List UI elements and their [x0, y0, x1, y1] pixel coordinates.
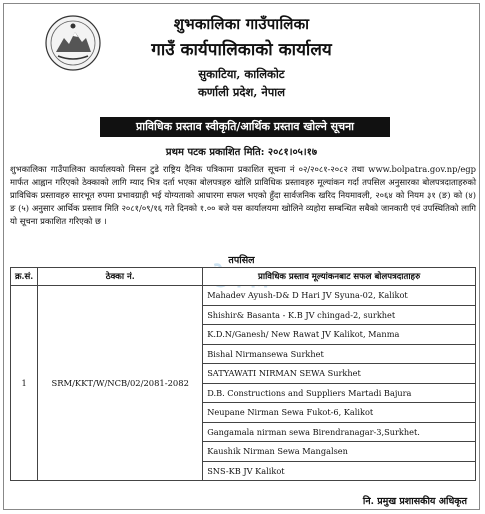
serial-cell: 1 [11, 286, 38, 481]
bidder-cell: Shishir& Basanta - K.B JV chingad-2, surkhet [203, 305, 476, 325]
notice-page [3, 3, 480, 510]
bidder-cell: Kaushik Nirman Sewa Mangalsen [203, 442, 476, 462]
bidder-cell: Bishal Nirmansewa Surkhet [203, 344, 476, 364]
notice-title-banner: प्राविधिक प्रस्ताव स्वीकृति/आर्थिक प्रस्ताव खोल्ने सूचना [100, 117, 390, 137]
signatory-title: नि. प्रमुख प्रशासकीय अधिकृत [362, 496, 467, 507]
bidder-cell: Mahadev Ayush-D& D Hari JV Syuna-02, Kalikot [203, 286, 476, 306]
address-line-1: सुकाटिया, कालिकोट [198, 67, 285, 81]
office-name: गाउँ कार्यपालिकाको कार्यालय [151, 40, 332, 60]
bidder-cell: SATYAWATI NIRMAN SEWA Surkhet [203, 364, 476, 384]
col-header-serial: क्र.सं. [11, 268, 38, 286]
bidder-cell: D.B. Constructions and Suppliers Martadi Bajura [203, 383, 476, 403]
bidder-cell: SNS-KB JV Kalikot [203, 461, 476, 481]
address-line-2: कर्णाली प्रदेश, नेपाल [197, 85, 286, 99]
publish-date: प्रथम पटक प्रकाशित मिति: २०८१।०५।१७ [165, 147, 318, 158]
bidder-cell: Gangamala nirman sewa Birendranagar-3,Surkhet. [203, 422, 476, 442]
contract-number-cell: SRM/KKT/W/NCB/02/2081-2082 [38, 286, 203, 481]
col-header-contract: ठेक्का नं. [38, 268, 203, 286]
table-row [11, 286, 476, 306]
col-header-bidders: प्राविधिक प्रस्ताव मूल्यांकनबाट सफल बोलपत्रदाताहरु [203, 268, 476, 286]
bidder-cell: Neupane Nirman Sewa Fukot-6, Kalikot [203, 403, 476, 423]
municipality-name: शुभकालिका गाउँपालिका [173, 15, 310, 33]
successful-bidders-table [10, 267, 476, 481]
schedule-heading: तपसिल [228, 255, 255, 266]
table-header-row [11, 268, 476, 286]
notice-body: शुभकालिका गाउँपालिका कार्यालयको मिसन टुडे राष्ट्रिय दैनिक पत्रिकामा प्रकाशित सूचना नं ०२/२०८१-२०८२ तथा www.bolpatra.gov.np/egp मार्फत आह्वान गरिएको ठेक्काको लागि म्याद भित्र दर्ता भएका बोलपत्रहरु खोलि प्राविधिक प्रस्तावहरु मूल्यांकन गर्दा तपसिल अनुसारका बोलपत्रदाताहरुको प्राविधिक प्रस्तावहरु सारभूत रुपमा प्रभावग्राही भई योग्यताको आधारमा सफल भएको हुँदा सार्वजनिक खरिद नियमावली, २०६४ को नियम ३१ (ङ) को (४) ङ (५) अनुसार आर्थिक प्रस्ताव मिति २०८१/०९/१६ गते दिनको १.०० बजे यस कार्यालयमा खोलिने व्यहोरा सम्बन्धित सबैको जानकारी एवं उपस्थितिको लागि यो सूचना प्रकाशित गरिएको छ । [10, 164, 476, 227]
bidder-cell: K.D.N/Ganesh/ New Rawat JV Kalikot, Manma [203, 325, 476, 345]
